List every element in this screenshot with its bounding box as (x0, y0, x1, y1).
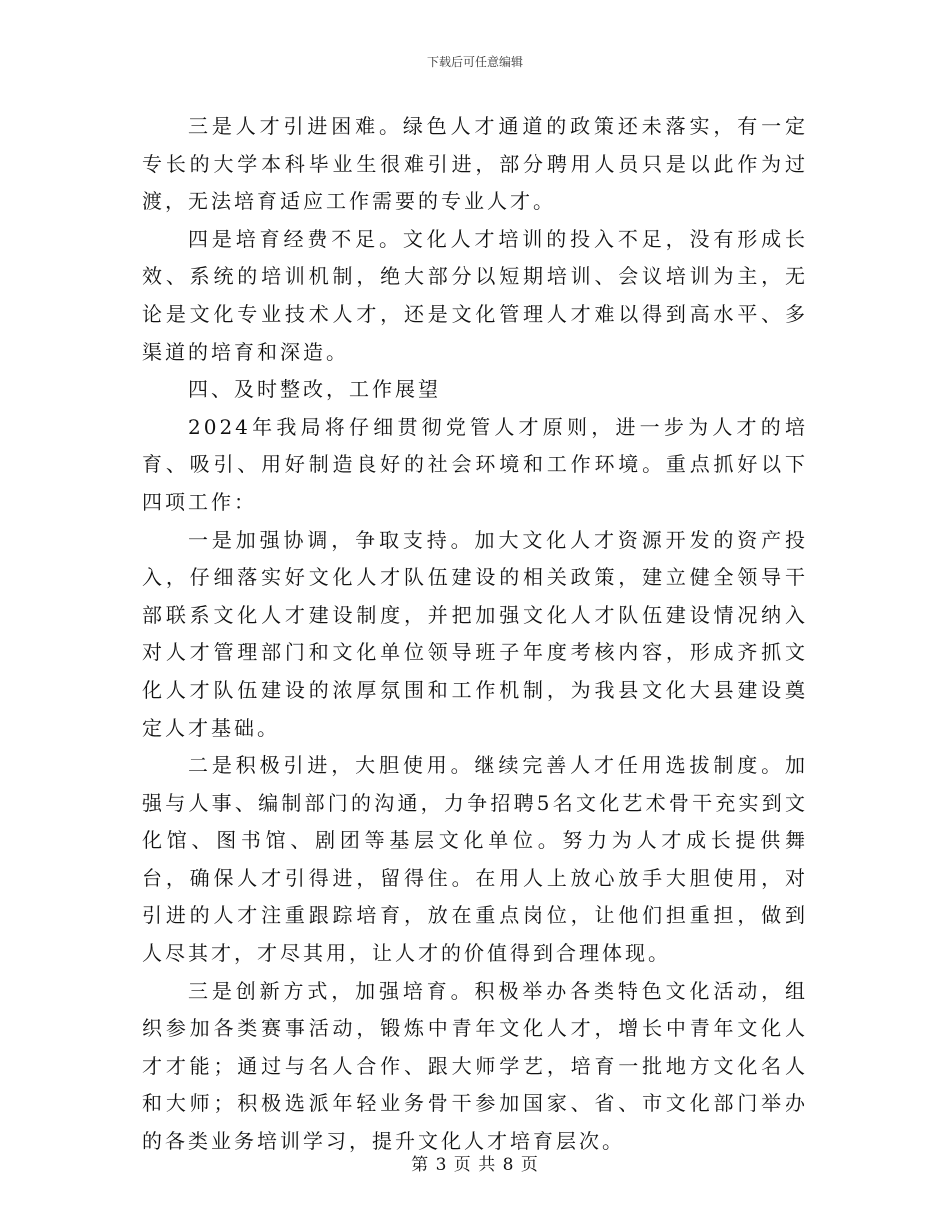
footer-total-pages: 8 (502, 1155, 515, 1175)
page-footer (0, 1154, 950, 1176)
paragraph-talent-introduction: 三是人才引进困难。绿色人才通道的政策还未落实，有一定专长的大学本科毕业生很难引进，部分聘用人员只是以此作为过渡，无法培育适应工作需要的专业人才。 (142, 114, 808, 214)
paragraph-recruitment: 二是积极引进，大胆使用。继续完善人才任用选拔制度。加强与人事、编制部门的沟通，力争招聘5名文化艺术骨干充实到文化馆、图书馆、剧团等基层文化单位。努力为人才成长提供舞台，确保人才引得进，留得住。在用人上放心放手大胆使用，对引进的人才注重跟踪培育，放在重点岗位，让他们担重担，做到人尽其才，才尽其用，让人才的价值得到合理体现。 (142, 753, 808, 966)
page-header: 下载后可任意编辑 (426, 55, 523, 69)
paragraph-2024-plan: 2024年我局将仔细贯彻党管人才原则，进一步为人才的培育、吸引、用好制造良好的社会环境和工作环境。重点抓好以下四项工作： (142, 414, 808, 514)
footer-current-page: 3 (435, 1155, 448, 1175)
footer-prefix: 第 (411, 1155, 430, 1175)
paragraph-coordination: 一是加强协调，争取支持。加大文化人才资源开发的资产投入，仔细落实好文化人才队伍建设的相关政策，建立健全领导干部联系文化人才建设制度，并把加强文化人才队伍建设情况纳入对人才管理部门和文化单位领导班子年度考核内容，形成齐抓文化人才队伍建设的浓厚氛围和工作机制，为我县文化大县建设奠定人才基础。 (142, 527, 808, 740)
footer-suffix: 页 (520, 1155, 539, 1175)
document-body (142, 108, 808, 1161)
paragraph-training-funds: 四是培育经费不足。文化人才培训的投入不足，没有形成长效、系统的培训机制，绝大部分以短期培训、会议培训为主，无论是文化专业技术人才，还是文化管理人才难以得到高水平、多渠道的培育和深造。 (142, 226, 808, 364)
paragraph-innovation: 三是创新方式，加强培育。积极举办各类特色文化活动，组织参加各类赛事活动，锻炼中青年文化人才，增长中青年文化人才才能；通过与名人合作、跟大师学艺，培育一批地方文化名人和大师；积极选派年轻业务骨干参加国家、省、市文化部门举办的各类业务培训学习，提升文化人才培育层次。 (142, 978, 808, 1154)
section-heading-outlook: 四、及时整改，工作展望 (188, 377, 441, 402)
footer-middle: 页 共 (453, 1155, 497, 1175)
